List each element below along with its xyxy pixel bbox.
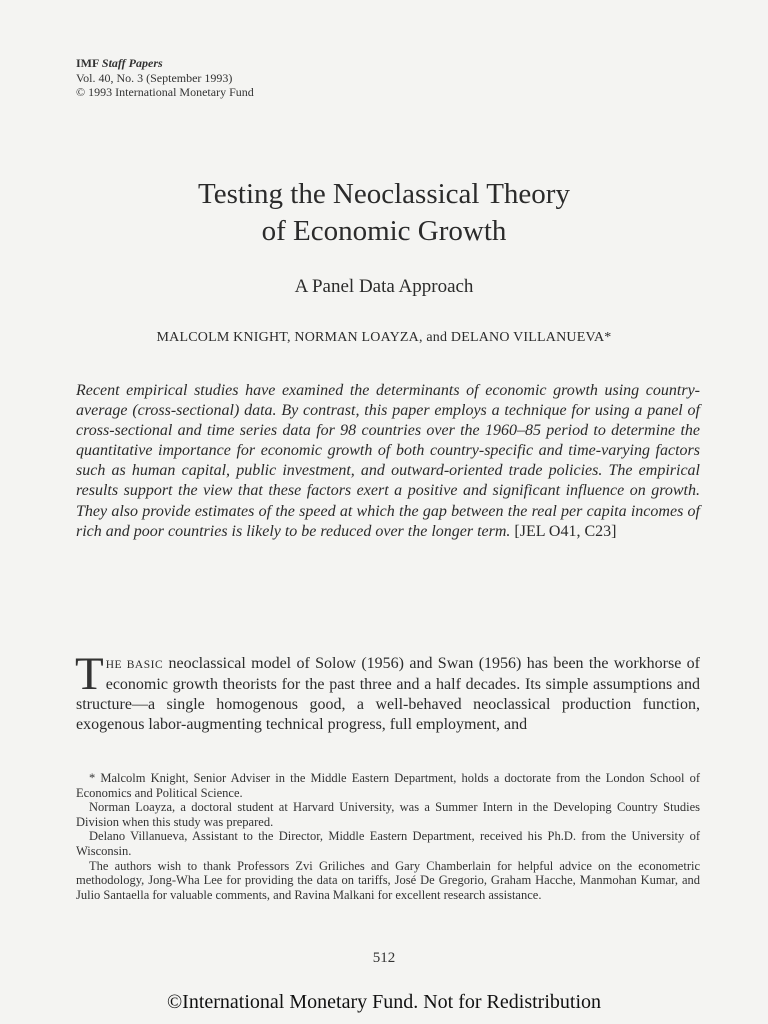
paper-subtitle: A Panel Data Approach xyxy=(294,276,474,297)
drop-cap: T xyxy=(75,648,104,700)
journal-name-prefix: IMF xyxy=(76,56,99,70)
body-paragraph xyxy=(75,648,700,735)
journal-name-suffix: Staff Papers xyxy=(101,56,163,70)
distribution-notice: ©International Monetary Fund. Not for Redistribution xyxy=(166,991,601,1013)
journal-name xyxy=(76,56,254,71)
abstract-text: Recent empirical studies have examined the determinants of economic growth using country-average (cross-sectional) data. By contrast, this paper employs a technique for using a panel of cross-sectional and time series data for 98 countries over the 1960–85 period to determine the quantitative importance for economic growth of both country-specific and time-varying factors such as human capital, public investment, and outward-oriented trade policies. The empirical results support the view that these factors exert a positive and significant influence on growth. They also provide estimates of the speed at which the gap between the real per capita incomes of rich and poor countries is likely to be reduced over the longer term. xyxy=(76,382,700,540)
small-caps-lead: HE BASIC xyxy=(105,659,164,671)
footnote-villanueva: Delano Villanueva, Assistant to the Director, Middle Eastern Department, received his Ph.D. from the University of Wisconsin. xyxy=(76,829,700,858)
footnote-acknowledgments: The authors wish to thank Professors Zvi Griliches and Gary Chamberlain for helpful advice on the econometric methodology, Jong-Wha Lee for providing the data on tariffs, José De Gregorio, Graham Hacche, Manmohan Kumar, and Julio Santaella for valuable comments, and Ravina Malkani for excellent research assistance. xyxy=(76,858,700,902)
jel-codes: [JEL O41, C23] xyxy=(514,522,617,540)
author-list: MALCOLM KNIGHT, NORMAN LOAYZA, and DELANO VILLANUEVA* xyxy=(156,330,612,345)
journal-copyright: © 1993 International Monetary Fund xyxy=(76,85,254,99)
paper-title xyxy=(0,176,768,250)
journal-volume: Vol. 40, No. 3 (September 1993) xyxy=(76,70,233,85)
paper-title-line1: Testing the Neoclassical Theory xyxy=(198,178,570,210)
paper-title-line2: of Economic Growth xyxy=(261,215,507,247)
footnotes xyxy=(76,771,700,902)
abstract xyxy=(76,381,700,542)
footnote-knight: * Malcolm Knight, Senior Adviser in the Middle Eastern Department, holds a doctorate from the London School of Economics and Political Science. xyxy=(76,771,700,800)
body-text: neoclassical model of Solow (1956) and Swan (1956) has been the workhorse of economic growth theorists for the past three and a half decades. Its simple assumptions and structure—a single homogenous good, a well-behaved neoclassical production function, exogenous labor-augmenting technical progress, full employment, and xyxy=(76,655,700,733)
footnote-loayza: Norman Loayza, a doctoral student at Harvard University, was a Summer Intern in the Developing Country Studies Division when this study was prepared. xyxy=(76,800,700,829)
page-number: 512 xyxy=(372,950,396,966)
journal-header xyxy=(76,56,254,100)
